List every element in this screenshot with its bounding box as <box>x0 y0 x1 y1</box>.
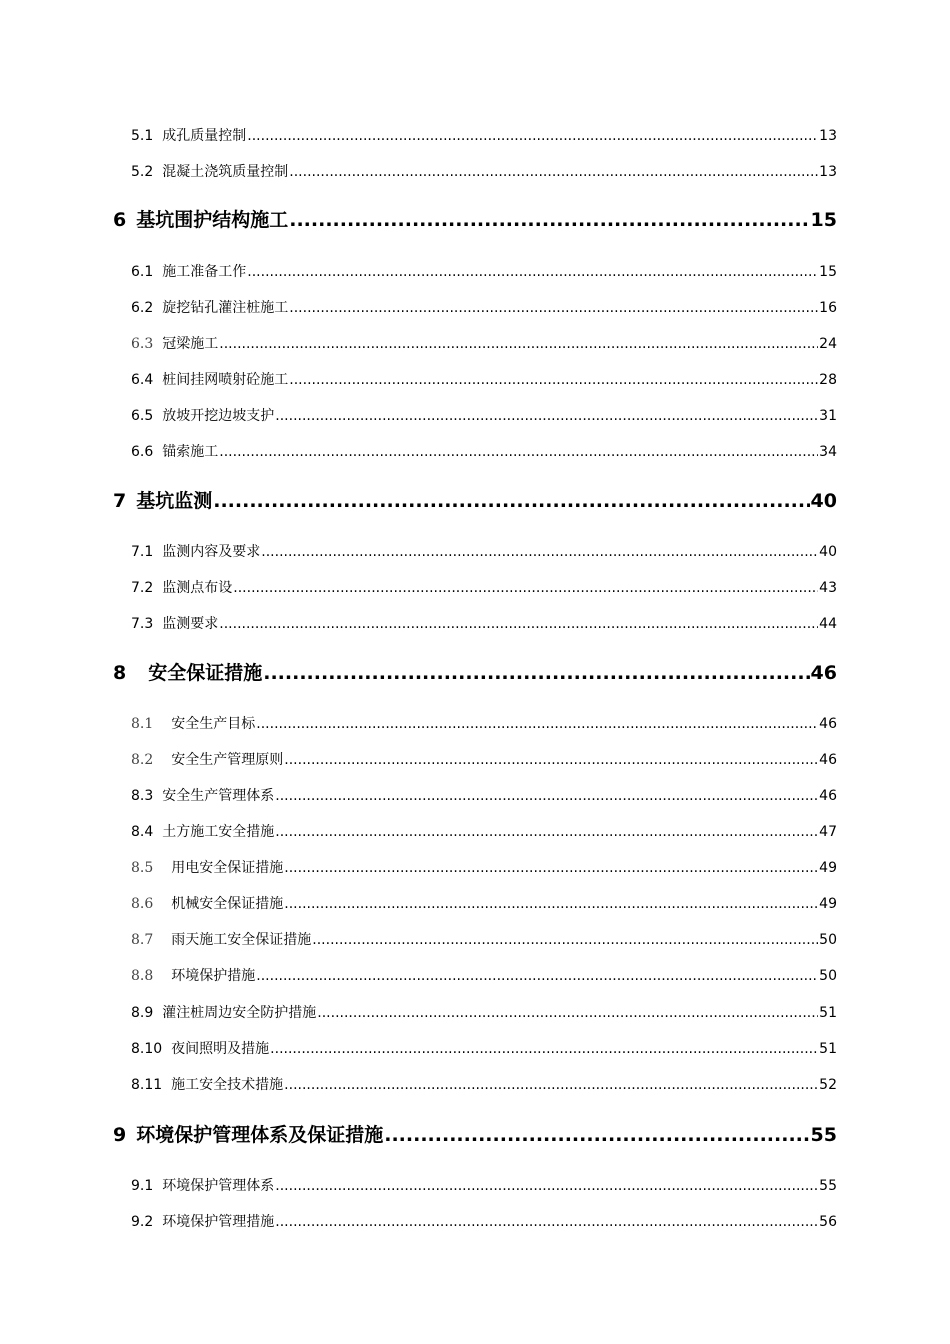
toc-entry-number: 8.7 <box>131 932 154 948</box>
toc-entry-6-4[interactable] <box>131 370 837 390</box>
toc-dot-leader <box>284 1075 818 1095</box>
toc-chapter-title: 基坑监测 <box>136 490 213 512</box>
toc-dot-leader <box>233 578 818 598</box>
toc-entry-page: 44 <box>819 616 837 632</box>
toc-dot-leader <box>219 614 818 634</box>
toc-entry-5-1[interactable] <box>131 126 837 146</box>
toc-entry-7-1[interactable] <box>131 542 837 562</box>
toc-dot-leader <box>275 1176 818 1196</box>
toc-entry-title: 环境保护管理措施 <box>162 1214 275 1230</box>
toc-entry-title: 安全生产目标 <box>171 716 256 732</box>
toc-dot-leader <box>289 207 809 233</box>
toc-entry-title: 施工准备工作 <box>162 264 247 280</box>
toc-entry-6-2[interactable] <box>131 298 837 318</box>
toc-entry-title: 旋挖钻孔灌注桩施工 <box>162 300 289 316</box>
toc-entry-page: 28 <box>819 372 837 388</box>
toc-entry-8-2[interactable] <box>131 750 837 770</box>
toc-entry-number: 6.6 <box>131 444 154 460</box>
toc-entry-number: 5.1 <box>131 128 154 144</box>
toc-entry-8-5[interactable] <box>131 858 837 878</box>
toc-entry-title: 用电安全保证措施 <box>171 860 284 876</box>
toc-dot-leader <box>256 966 818 986</box>
toc-entry-7-3[interactable] <box>131 614 837 634</box>
toc-entry-page: 51 <box>819 1041 837 1057</box>
toc-entry-number: 9.2 <box>131 1214 154 1230</box>
toc-entry-8-6[interactable] <box>131 894 837 914</box>
toc-dot-leader <box>247 126 818 146</box>
toc-entry-page: 15 <box>819 264 837 280</box>
toc-entry-number: 6.3 <box>131 336 154 352</box>
toc-entry-page: 49 <box>819 896 837 912</box>
toc-entry-8-1[interactable] <box>131 714 837 734</box>
toc-entry-title: 监测点布设 <box>162 580 233 596</box>
toc-entry-7-2[interactable] <box>131 578 837 598</box>
toc-entry-number: 7.1 <box>131 544 154 560</box>
toc-entry-title: 环境保护措施 <box>171 968 256 984</box>
toc-chapter-number: 8 <box>113 662 127 684</box>
toc-entry-number: 9.1 <box>131 1178 154 1194</box>
toc-entry-number: 8.1 <box>131 716 154 732</box>
toc-dot-leader <box>270 1039 818 1059</box>
toc-entry-9-1[interactable] <box>131 1176 837 1196</box>
toc-chapter-page: 46 <box>810 662 837 684</box>
toc-dot-leader <box>247 262 818 282</box>
toc-dot-leader <box>275 406 818 426</box>
toc-chapter-number: 9 <box>113 1124 127 1146</box>
toc-chapter-title: 安全保证措施 <box>148 662 263 684</box>
toc-entry-page: 34 <box>819 444 837 460</box>
toc-dot-leader <box>219 442 818 462</box>
toc-entry-6-5[interactable] <box>131 406 837 426</box>
toc-entry-8-9[interactable] <box>131 1003 837 1023</box>
toc-entry-page: 51 <box>819 1005 837 1021</box>
toc-dot-leader <box>284 858 818 878</box>
toc-entry-8-8[interactable] <box>131 966 837 986</box>
toc-entry-title: 混凝土浇筑质量控制 <box>162 164 289 180</box>
toc-chapter-title: 基坑围护结构施工 <box>136 209 289 231</box>
toc-entry-page: 49 <box>819 860 837 876</box>
toc-entry-title: 雨天施工安全保证措施 <box>171 932 312 948</box>
toc-entry-page: 50 <box>819 968 837 984</box>
toc-entry-number: 8.5 <box>131 860 154 876</box>
toc-entry-6-1[interactable] <box>131 262 837 282</box>
toc-entry-6-3[interactable] <box>131 334 837 354</box>
toc-dot-leader <box>219 334 818 354</box>
toc-dot-leader <box>317 1003 818 1023</box>
toc-entry-number: 8.4 <box>131 824 154 840</box>
toc-entry-page: 43 <box>819 580 837 596</box>
toc-dot-leader <box>384 1122 809 1148</box>
toc-chapter-7[interactable] <box>113 488 837 514</box>
toc-dot-leader <box>289 370 818 390</box>
toc-entry-page: 52 <box>819 1077 837 1093</box>
toc-chapter-page: 40 <box>810 490 837 512</box>
toc-entry-page: 24 <box>819 336 837 352</box>
toc-entry-number: 6.2 <box>131 300 154 316</box>
toc-entry-title: 安全生产管理体系 <box>162 788 275 804</box>
toc-dot-leader <box>261 542 818 562</box>
toc-chapter-title: 环境保护管理体系及保证措施 <box>136 1124 384 1146</box>
toc-chapter-number: 7 <box>113 490 127 512</box>
toc-entry-page: 46 <box>819 716 837 732</box>
toc-dot-leader <box>256 714 818 734</box>
toc-entry-page: 46 <box>819 788 837 804</box>
toc-entry-number: 8.10 <box>131 1041 163 1057</box>
toc-dot-leader <box>263 660 809 686</box>
toc-entry-5-2[interactable] <box>131 162 837 182</box>
toc-entry-number: 5.2 <box>131 164 154 180</box>
toc-chapter-page: 15 <box>810 209 837 231</box>
toc-entry-title: 夜间照明及措施 <box>171 1041 270 1057</box>
toc-entry-6-6[interactable] <box>131 442 837 462</box>
toc-entry-8-4[interactable] <box>131 822 837 842</box>
toc-entry-8-7[interactable] <box>131 930 837 950</box>
toc-dot-leader <box>213 488 809 514</box>
toc-entry-page: 31 <box>819 408 837 424</box>
toc-entry-number: 8.9 <box>131 1005 154 1021</box>
toc-chapter-page: 55 <box>810 1124 837 1146</box>
toc-entry-title: 监测内容及要求 <box>162 544 261 560</box>
toc-dot-leader <box>284 894 818 914</box>
toc-entry-title: 成孔质量控制 <box>162 128 247 144</box>
toc-entry-number: 7.3 <box>131 616 154 632</box>
toc-entry-number: 8.3 <box>131 788 154 804</box>
toc-entry-title: 冠梁施工 <box>162 336 219 352</box>
toc-chapter-8[interactable] <box>113 660 837 686</box>
toc-entry-number: 6.4 <box>131 372 154 388</box>
toc-entry-8-3[interactable] <box>131 786 837 806</box>
toc-entry-page: 13 <box>819 164 837 180</box>
toc-chapter-6[interactable] <box>113 207 837 233</box>
toc-dot-leader <box>312 930 818 950</box>
toc-dot-leader <box>289 162 818 182</box>
toc-entry-title: 环境保护管理体系 <box>162 1178 275 1194</box>
toc-entry-title: 灌注桩周边安全防护措施 <box>162 1005 317 1021</box>
toc-entry-page: 50 <box>819 932 837 948</box>
toc-entry-page: 47 <box>819 824 837 840</box>
toc-entry-title: 监测要求 <box>162 616 219 632</box>
toc-dot-leader <box>284 750 818 770</box>
toc-entry-number: 6.5 <box>131 408 154 424</box>
toc-chapter-9[interactable] <box>113 1122 837 1148</box>
toc-entry-number: 8.2 <box>131 752 154 768</box>
toc-entry-page: 55 <box>819 1178 837 1194</box>
toc-entry-number: 8.6 <box>131 896 154 912</box>
toc-entry-title: 机械安全保证措施 <box>171 896 284 912</box>
toc-chapter-number: 6 <box>113 209 127 231</box>
toc-entry-page: 40 <box>819 544 837 560</box>
toc-entry-8-11[interactable] <box>131 1075 837 1095</box>
toc-entry-title: 桩间挂网喷射砼施工 <box>162 372 289 388</box>
toc-entry-8-10[interactable] <box>131 1039 837 1059</box>
toc-entry-number: 8.8 <box>131 968 154 984</box>
toc-dot-leader <box>275 786 818 806</box>
toc-dot-leader <box>275 822 818 842</box>
toc-dot-leader <box>275 1212 818 1232</box>
toc-dot-leader <box>289 298 818 318</box>
toc-entry-number: 6.1 <box>131 264 154 280</box>
toc-entry-title: 锚索施工 <box>162 444 219 460</box>
toc-entry-page: 56 <box>819 1214 837 1230</box>
toc-entry-page: 16 <box>819 300 837 316</box>
toc-entry-page: 13 <box>819 128 837 144</box>
toc-entry-title: 土方施工安全措施 <box>162 824 275 840</box>
toc-entry-title: 安全生产管理原则 <box>171 752 284 768</box>
toc-entry-number: 8.11 <box>131 1077 163 1093</box>
toc-entry-number: 7.2 <box>131 580 154 596</box>
toc-entry-title: 放坡开挖边坡支护 <box>162 408 275 424</box>
toc-entry-9-2[interactable] <box>131 1212 837 1232</box>
toc-entry-page: 46 <box>819 752 837 768</box>
toc-entry-title: 施工安全技术措施 <box>171 1077 284 1093</box>
